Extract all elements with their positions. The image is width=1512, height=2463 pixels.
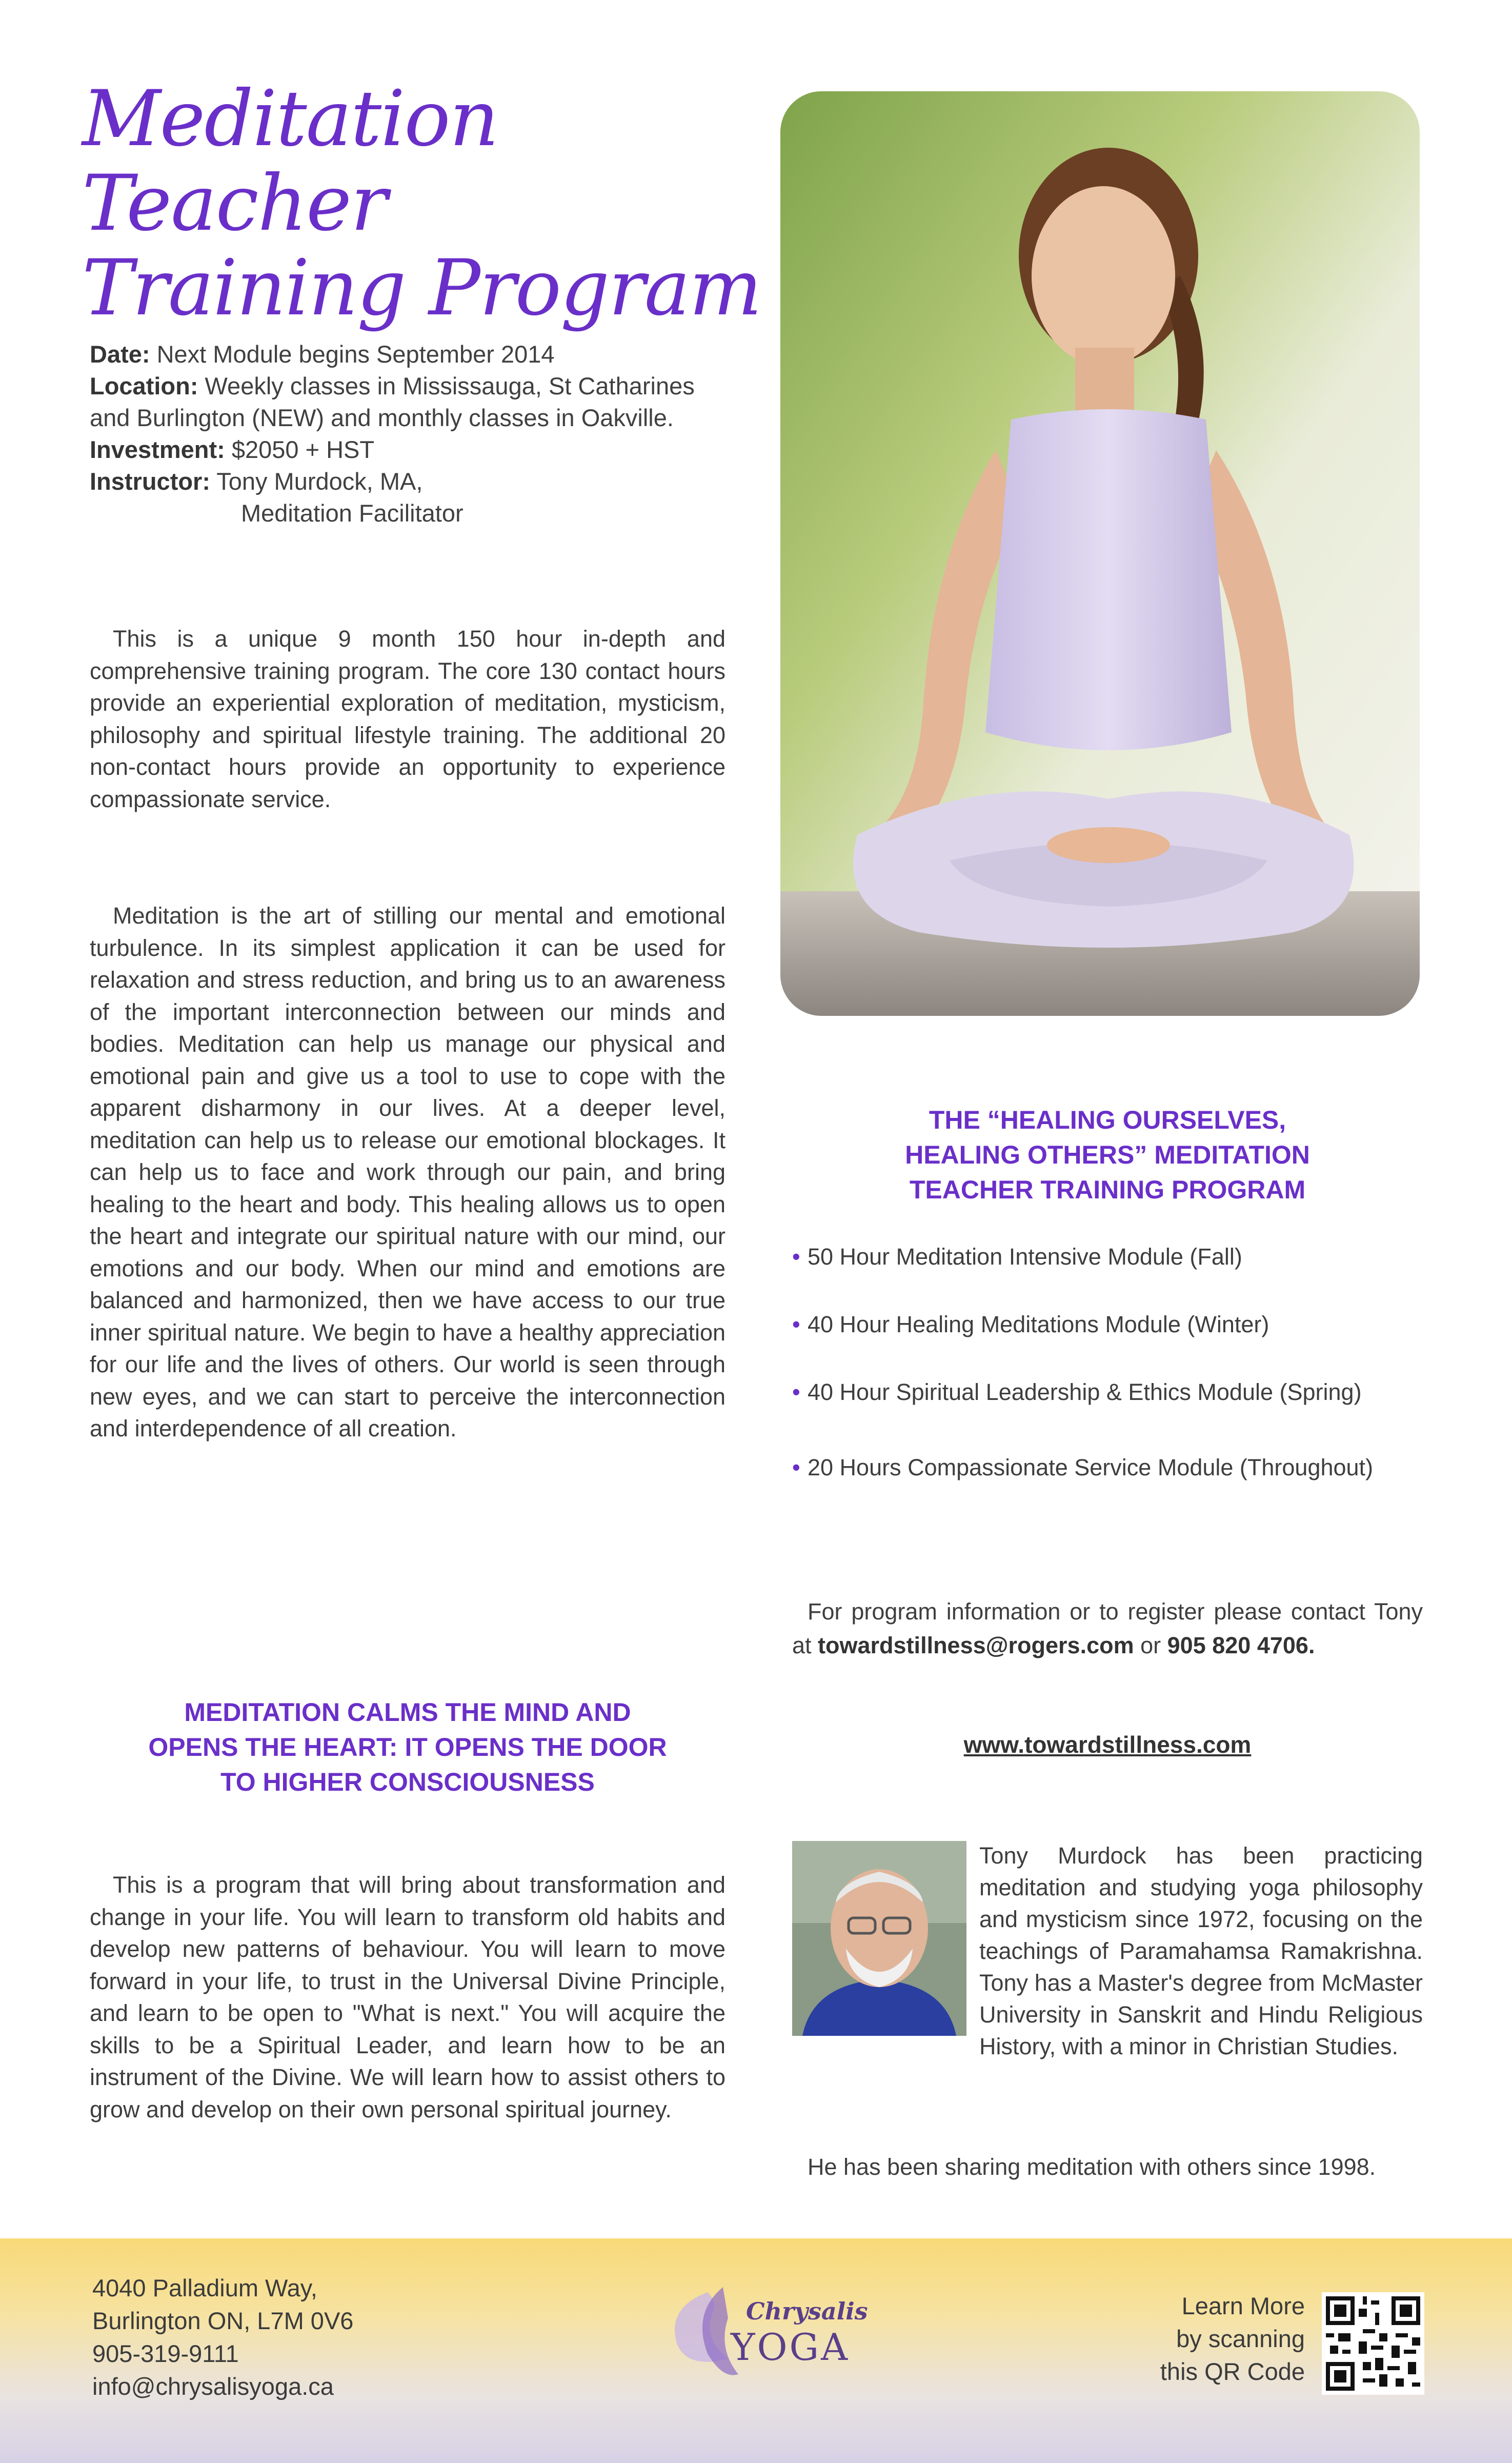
heading-right-line-2: HEALING OTHERS” MEDITATION [905,1140,1310,1169]
module-item: • 50 Hour Meditation Intensive Module (Fall) [792,1241,1423,1273]
footer-phone: 905-319-9111 [92,2340,239,2367]
location-value: Weekly classes in Mississauga, St Catharines and Burlington (NEW) and monthly classes in Oakville. [90,372,695,431]
website-link[interactable]: www.towardstillness.com [963,1731,1252,1758]
title-line-2: Training Program [82,244,761,333]
contact-phone[interactable]: 905 820 4706 [1167,1632,1308,1658]
title-line-1: Meditation Teacher [82,74,498,248]
date-label: Date: [90,341,150,368]
module-list [792,1241,1423,1484]
heading-left-line-1: MEDITATION CALMS THE MIND AND [184,1698,631,1727]
date-row [90,338,736,370]
module-item: • 40 Hour Spiritual Leadership & Ethics Module (Spring) [792,1376,1423,1408]
address-line-1: 4040 Palladium Way, [92,2274,317,2301]
bio-paragraph-2: He has been sharing meditation with others since 1998. [808,2154,1376,2180]
contact-or: or [1140,1632,1161,1658]
logo-name: Chrysalis [746,2297,868,2325]
heading-left-line-3: TO HIGHER CONSCIOUSNESS [220,1768,595,1796]
bio-text: Tony Murdock has been practicing meditation and studying yoga philosophy and mysticism since 1972, focusing on the teachings of Paramahamsa Ramakrishna. Tony has a Master's degree from McMaster University in Sanskrit and Hindu Religious History, with a minor in Christian Studies. [979,1843,1423,2059]
heading-right-line-3: TEACHER TRAINING PROGRAM [909,1175,1306,1204]
qr-prompt-line-2: by scanning [1176,2325,1305,2352]
address-line-2: Burlington ON, L7M 0V6 [92,2307,354,2334]
instructor-value: Tony Murdock, MA, [216,468,423,495]
heading-left-line-2: OPENS THE HEART: IT OPENS THE DOOR [148,1733,667,1761]
location-row [90,370,736,434]
instructor-portrait [792,1841,966,2036]
location-label: Location: [90,372,198,399]
investment-label: Investment: [90,436,225,463]
qr-prompt-line-1: Learn More [1181,2292,1305,2319]
logo-subtitle: YOGA [731,2326,850,2369]
contact-paragraph [792,1595,1423,1663]
qr-code-icon[interactable] [1322,2292,1424,2395]
intro-paragraph: This is a unique 9 month 150 hour in-depth and comprehensive training program. The core 130 contact hours provide an experiential exploration of meditation, mysticism, philosophy and spiritual lifestyle training. The additional 20 non-contact hours provide an opportunity to experience compassionate service. [90,626,725,812]
transformation-paragraph: This is a program that will bring about transformation and change in your life. You will learn to transform old habits and develop new patterns of behaviour. You will learn to move forward in your life, to trust in the Universal Divine Principle, and learn to be open to "What is next." You will acquire the skills to be a Spiritual Leader, and learn how to be an instrument of the Divine. We will learn how to assist others to grow and develop on their own personal spiritual journey. [90,1872,725,2122]
heading-right-line-1: THE “HEALING OURSELVES, [929,1106,1286,1134]
footer-address [92,2272,353,2403]
investment-value: $2050 + HST [231,436,375,463]
instructor-role: Meditation Facilitator [241,499,463,527]
program-details [90,338,736,529]
qr-prompt-line-3: this QR Code [1160,2358,1305,2385]
contact-email-link[interactable]: towardstillness@rogers.com [818,1632,1134,1658]
date-value: Next Module begins September 2014 [156,341,555,368]
module-item: • 40 Hour Healing Meditations Module (Winter) [792,1309,1423,1340]
section-heading-right [792,1103,1423,1207]
page-title [82,74,790,333]
qr-prompt [1102,2290,1305,2388]
section-heading-left [90,1695,725,1799]
meditation-photo [780,91,1420,1016]
footer-email[interactable]: info@chrysalisyoga.ca [92,2373,334,2400]
module-item: • 20 Hours Compassionate Service Module (Throughout) [792,1452,1423,1484]
instructor-row [90,466,736,497]
contact-period: . [1308,1632,1315,1658]
contact-text: For program information or to register please contact Tony at [792,1598,1423,1658]
instructor-label: Instructor: [90,468,210,495]
meditation-paragraph: Meditation is the art of stilling our mental and emotional turbulence. In its simplest application it can be used for relaxation and stress reduction, and bring us to an awareness of the important interconnection between our minds and bodies. Meditation can help us manage our physical and emotional pain and give us a tool to use to cope with the apparent disharmony in our lives. At a deeper level, meditation can help us to release our emotional blockages. It can help us to face and work through our pain, and bring healing to the heart and body. This healing allows us to open the heart and integrate our spiritual nature with our mind, our emotions and our body. When our mind and emotions are balanced and harmonized, then we have access to our true inner spiritual nature. We begin to have a healthy appreciation for our life and the lives of others. Our world is seen through new eyes, and we can start to perceive the interconnection and interdependence of all creation. [90,903,725,1441]
investment-row [90,434,736,466]
